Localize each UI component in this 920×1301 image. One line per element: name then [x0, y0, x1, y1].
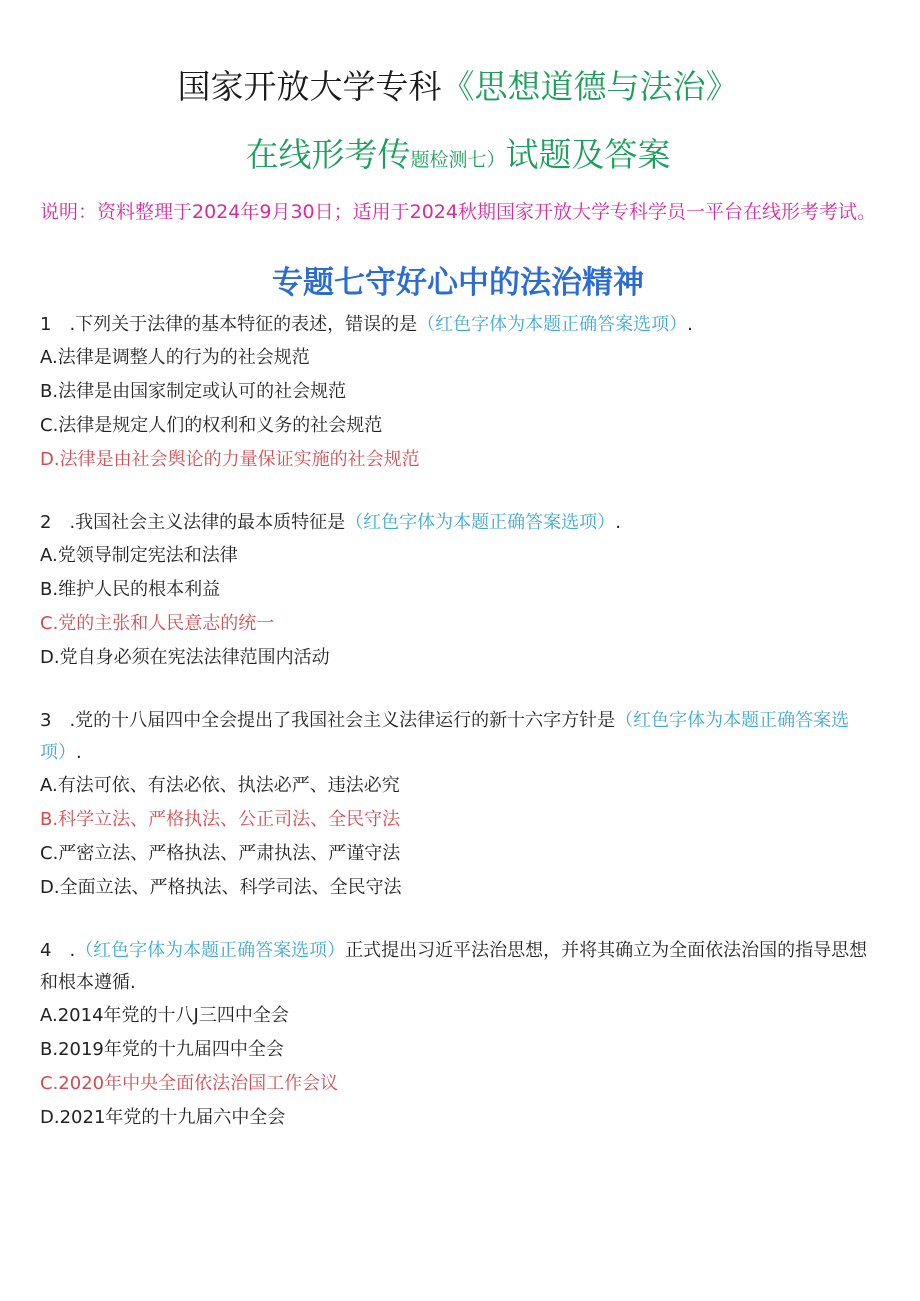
- question-stem: [40, 705, 876, 769]
- question-stem: [40, 309, 876, 341]
- answer-option: B.2019年党的十九届四中全会: [40, 1039, 284, 1060]
- correct-answer-option: D.法律是由社会舆论的力量保证实施的社会规范: [40, 449, 420, 470]
- answer-option: D.党自身必须在宪法法律范围内活动: [40, 647, 330, 668]
- correct-answer-option: C.党的主张和人民意志的统一: [40, 613, 275, 634]
- answer-option: B.维护人民的根本利益: [40, 579, 221, 600]
- question-stem-text: 2 .我国社会主义法律的最本质特征是: [40, 512, 346, 533]
- answer-hint: （红色字体为本题正确答案选项）: [417, 314, 688, 335]
- answer-option: A.党领导制定宪法和法律: [40, 545, 238, 566]
- document-note: 说明：资料整理于2024年9月30日；适用于2024秋期国家开放大学专科学员一平台在线形考考试。: [40, 201, 876, 223]
- answer-option: A.有法可依、有法必依、执法必严、违法必究: [40, 775, 400, 796]
- question-block: [40, 507, 876, 675]
- document-title: [40, 62, 876, 112]
- question-block: [40, 935, 876, 1135]
- question-stem-text: 3 .党的十八届四中全会提出了我国社会主义法律运行的新十六字方针是: [40, 710, 616, 731]
- question-spacer: [40, 905, 876, 935]
- answer-option: A.2014年党的十八J三四中全会: [40, 1005, 289, 1026]
- answer-option: A.法律是调整人的行为的社会规范: [40, 347, 310, 368]
- answer-hint: （红色字体为本题正确答案选项）: [345, 512, 616, 533]
- title-course: 《思想道德与法治》: [441, 67, 739, 106]
- document-subtitle: [40, 130, 876, 185]
- answer-option: D.全面立法、严格执法、科学司法、全民守法: [40, 877, 402, 898]
- correct-answer-option: B.科学立法、严格执法、公正司法、全民守法: [40, 809, 401, 830]
- question-block: [40, 705, 876, 905]
- question-spacer: [40, 477, 876, 507]
- question-stem-tail: 正式提出习近平法治思想，并将其确立为全面依法治国的指导思想和根本遵循.: [40, 940, 868, 993]
- question-stem-text: 1 .下列关于法律的基本特征的表述，错误的是: [40, 314, 418, 335]
- question-stem-text: 4 .: [40, 940, 76, 961]
- question-spacer: [40, 675, 876, 705]
- question-stem: [40, 935, 876, 999]
- answer-hint: （红色字体为本题正确答案选项）: [75, 940, 346, 961]
- question-stem-tail: .: [615, 512, 621, 533]
- answer-option: B.法律是由国家制定或认可的社会规范: [40, 381, 347, 402]
- subtitle-part-a: 在线形考传: [245, 135, 411, 174]
- subtitle-part-b: 试题及答案: [505, 135, 671, 174]
- answer-option: C.法律是规定人们的权利和义务的社会规范: [40, 415, 383, 436]
- correct-answer-option: C.2020年中央全面依法治国工作会议: [40, 1073, 339, 1094]
- answer-option: D.2021年党的十九届六中全会: [40, 1107, 286, 1128]
- subtitle-small: 题检测七）: [410, 149, 506, 171]
- answer-hint: （红色字体为本题正确答案选项）: [40, 710, 850, 763]
- question-stem-tail: .: [687, 314, 693, 335]
- question-block: [40, 309, 876, 477]
- question-stem-tail: .: [76, 742, 82, 763]
- answer-option: C.严密立法、严格执法、严肃执法、严谨守法: [40, 843, 401, 864]
- question-list: [40, 309, 876, 1135]
- section-title: 专题七守好心中的法治精神: [272, 265, 644, 301]
- question-stem: [40, 507, 876, 539]
- title-prefix: 国家开放大学专科: [177, 67, 442, 106]
